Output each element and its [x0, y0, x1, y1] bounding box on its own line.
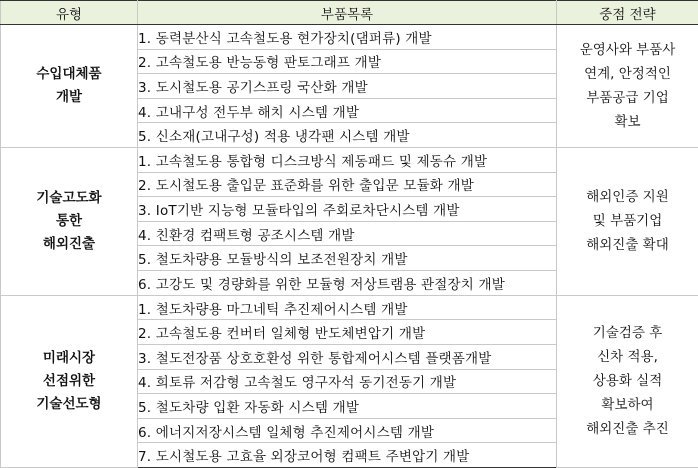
- strategy-line: 해외진출 확대: [586, 237, 669, 254]
- part-item: 2. 도시철도용 출입문 표준화를 위한 출입문 모듈화 개발: [138, 172, 557, 197]
- type-line: 개발: [55, 89, 83, 106]
- table-row: [1, 295, 698, 320]
- header-row: [1, 1, 698, 25]
- strategy-cell: [557, 25, 698, 148]
- type-cell: [1, 148, 138, 296]
- strategy-line: 해외진출 추진: [586, 421, 669, 438]
- strategy-line: 신차 적용,: [597, 349, 658, 366]
- strategy-cell: [557, 148, 698, 296]
- type-line: 통한: [55, 212, 83, 229]
- part-item: 6. 에너지저장시스템 일체형 추진제어시스템 개발: [138, 418, 557, 443]
- part-item: 1. 철도차량용 마그네틱 추진제어시스템 개발: [138, 295, 557, 320]
- part-item: 7. 도시철도용 고효율 외장코어형 컴팩트 주변압기 개발: [138, 443, 557, 468]
- type-line: 미래시장: [42, 349, 96, 366]
- part-item: 6. 고강도 및 경량화를 위한 모듈형 저상트램용 관절장치 개발: [138, 271, 557, 296]
- part-item: 3. IoT기반 지능형 모듈타입의 주회로차단시스템 개발: [138, 197, 557, 222]
- strategy-line: 확보하여: [601, 397, 654, 414]
- part-item: 2. 고속철도용 반능동형 판토그래프 개발: [138, 49, 557, 74]
- table-row: [1, 148, 698, 173]
- part-item: 3. 도시철도용 공기스프링 국산화 개발: [138, 74, 557, 99]
- type-cell: [1, 25, 138, 148]
- type-line: 기술고도화: [36, 189, 102, 206]
- strategy-line: 해외인증 지원: [586, 189, 669, 206]
- part-item: 4. 희토류 저감형 고속철도 영구자석 동기전동기 개발: [138, 369, 557, 394]
- type-line: 수입대체품: [36, 66, 102, 83]
- strategy-line: 기술검증 후: [592, 325, 663, 342]
- strategy-line: 부품공급 기업: [586, 90, 669, 107]
- type-line: 해외진출: [42, 235, 96, 252]
- type-cell: [1, 295, 138, 467]
- header-parts-list: 부품목록: [138, 1, 557, 25]
- part-item: 1. 동력분산식 고속철도용 현가장치(댐퍼류) 개발: [138, 25, 557, 50]
- type-line: 선점위한: [42, 372, 96, 389]
- type-line: 기술선도형: [36, 395, 102, 412]
- strategy-line: 및 부품기업: [592, 213, 663, 230]
- part-item: 4. 고내구성 전두부 해치 시스템 개발: [138, 98, 557, 123]
- strategy-cell: [557, 295, 698, 467]
- strategy-line: 운영사와 부품사: [579, 42, 676, 59]
- part-item: 1. 고속철도용 통합형 디스크방식 제동패드 및 제동슈 개발: [138, 148, 557, 173]
- header-strategy: 중점 전략: [557, 1, 698, 25]
- part-item: 4. 친환경 컴팩트형 공조시스템 개발: [138, 221, 557, 246]
- strategy-line: 연계, 안정적인: [584, 66, 671, 83]
- header-type: 유형: [1, 1, 138, 25]
- part-item: 3. 철도전장품 상호호환성 위한 통합제어시스템 플랫폼개발: [138, 344, 557, 369]
- strategy-line: 확보: [614, 114, 641, 131]
- table-row: [1, 25, 698, 50]
- part-item: 5. 철도차량용 모듈방식의 보조전원장치 개발: [138, 246, 557, 271]
- part-item: 2. 고속철도용 컨버터 일체형 반도체변압기 개발: [138, 320, 557, 345]
- part-item: 5. 신소재(고내구성) 적용 냉각팬 시스템 개발: [138, 123, 557, 148]
- strategy-line: 상용화 실적: [592, 373, 663, 390]
- part-item: 5. 철도차량 입환 자동화 시스템 개발: [138, 394, 557, 419]
